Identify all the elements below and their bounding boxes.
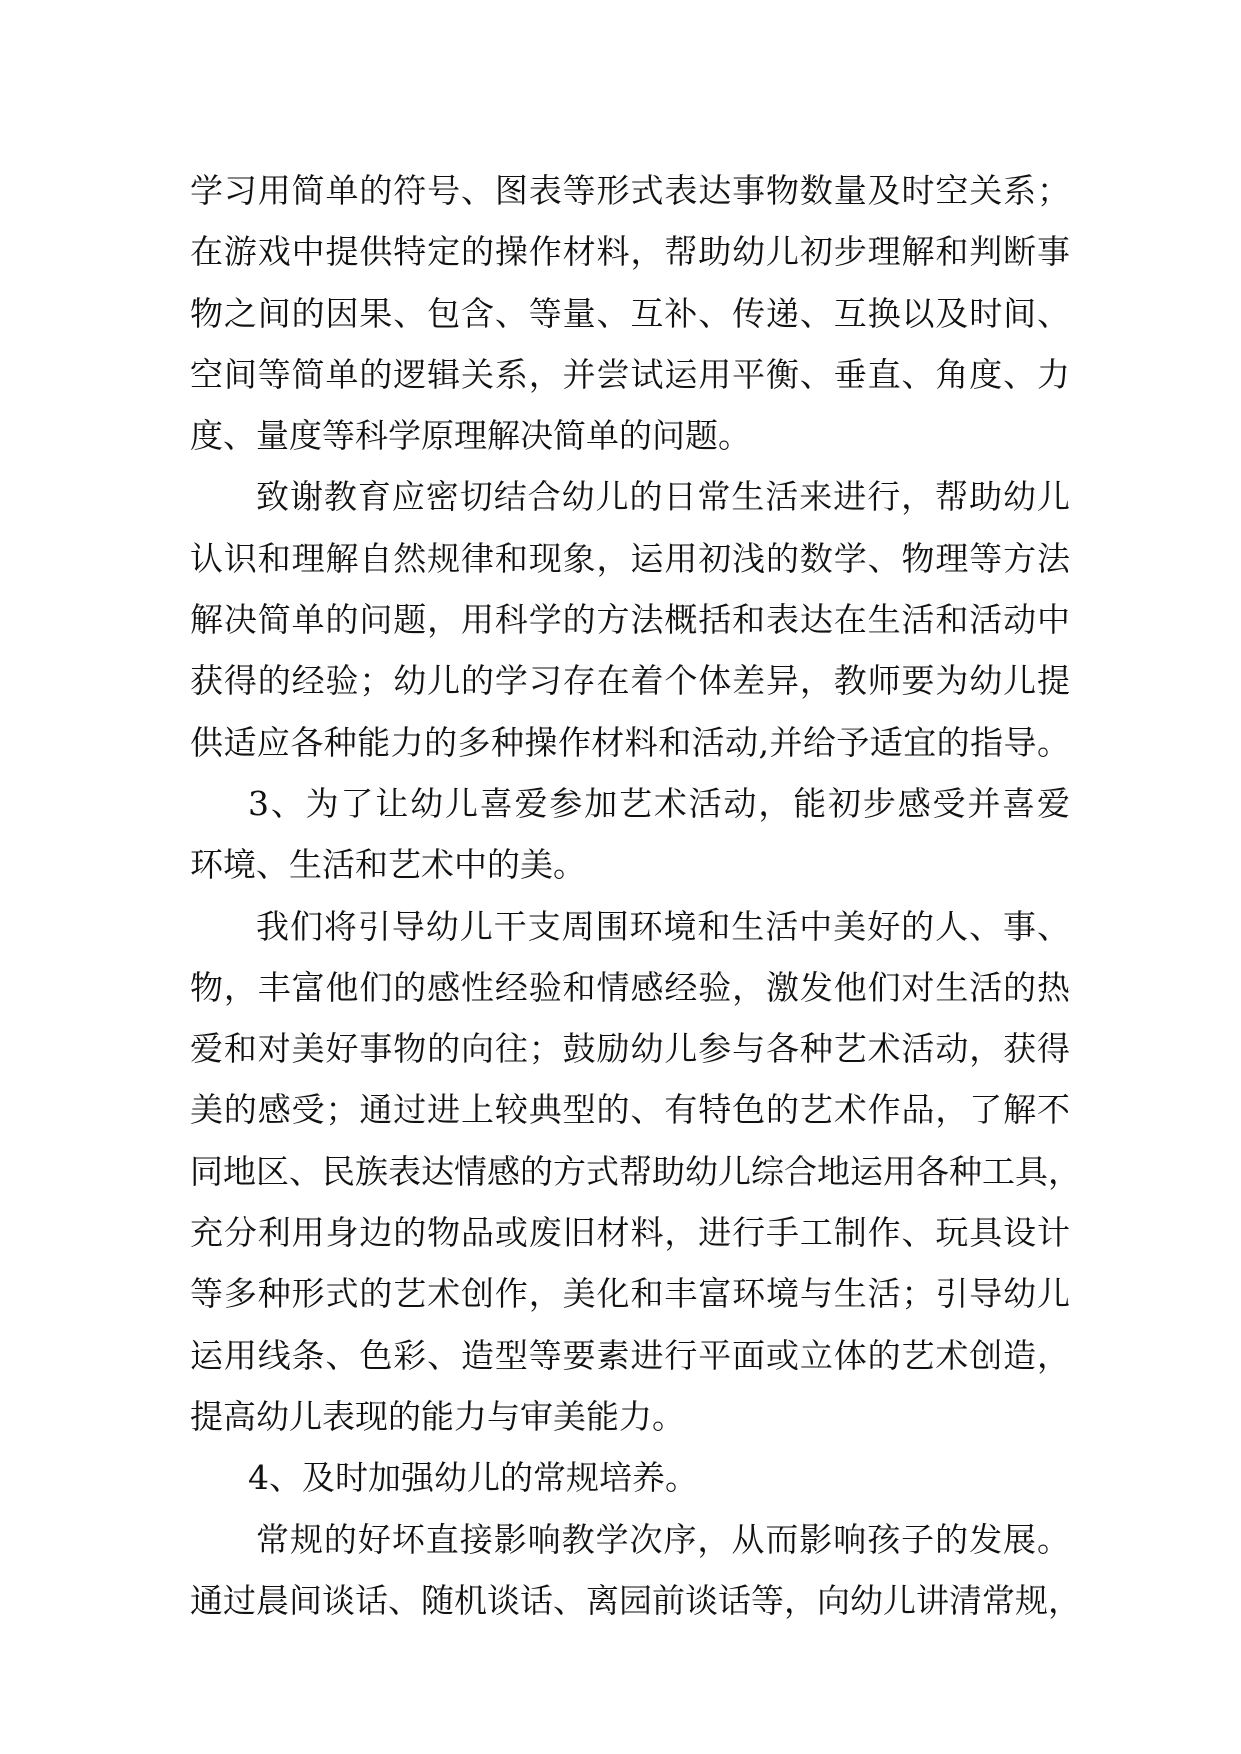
text-line: 致谢教育应密切结合幼儿的日常生活来进行，帮助幼儿 [256,477,1070,517]
body-text [190,160,1081,1631]
text-line: 常规的好坏直接影响教学次序，从而影响孩子的发展。 [256,1519,1070,1559]
text-line: 度、量度等科学原理解决简单的问题。 [190,416,751,456]
text-line: 空间等简单的逻辑关系，并尝试运用平衡、垂直、角度、力 [190,354,1070,394]
text-line: 美的感受；通过进上较典型的、有特色的艺术作品，了解不 [190,1090,1070,1130]
text-line: 运用线条、色彩、造型等要素进行平面或立体的艺术创造， [190,1335,1070,1375]
text-line: 物之间的因果、包含、等量、互补、传递、互换以及时间、 [190,293,1070,333]
text-line: 物，丰富他们的感性经验和情感经验，激发他们对生活的热 [190,967,1070,1007]
text-line: 学习用简单的符号、图表等形式表达事物数量及时空关系； [190,171,1070,210]
text-line: 供适应各种能力的多种操作材料和活动,并给予适宜的指导。 [190,722,1070,762]
text-line: 充分利用身边的物品或废旧材料，进行手工制作、玩具设计 [190,1213,1070,1253]
section-heading: 4、及时加强幼儿的常规培养。 [248,1458,698,1498]
text-line: 环境、生活和艺术中的美。 [190,845,586,885]
text-line: 爱和对美好事物的向往；鼓励幼儿参与各种艺术活动，获得 [190,1029,1070,1069]
text-line: 获得的经验；幼儿的学习存在着个体差异，教师要为幼儿提 [190,661,1070,701]
section-heading: 3、为了让幼儿喜爱参加艺术活动，能初步感受并喜爱 [248,783,1070,823]
text-line: 提高幼儿表现的能力与审美能力。 [190,1396,685,1436]
text-line: 我们将引导幼儿干支周围环境和生活中美好的人、事、 [256,906,1070,946]
text-line: 解决简单的问题，用科学的方法概括和表达在生活和活动中 [190,600,1070,640]
text-line: 在游戏中提供特定的操作材料，帮助幼儿初步理解和判断事 [190,232,1070,272]
text-line: 通过晨间谈话、随机谈话、离园前谈话等，向幼儿讲清常规， [190,1580,1081,1620]
text-line: 等多种形式的艺术创作，美化和丰富环境与生活；引导幼儿 [190,1274,1070,1314]
text-line: 同地区、民族表达情感的方式帮助幼儿综合地运用各种工具， [190,1151,1081,1191]
text-line: 认识和理解自然规律和现象，运用初浅的数学、物理等方法 [190,538,1070,578]
